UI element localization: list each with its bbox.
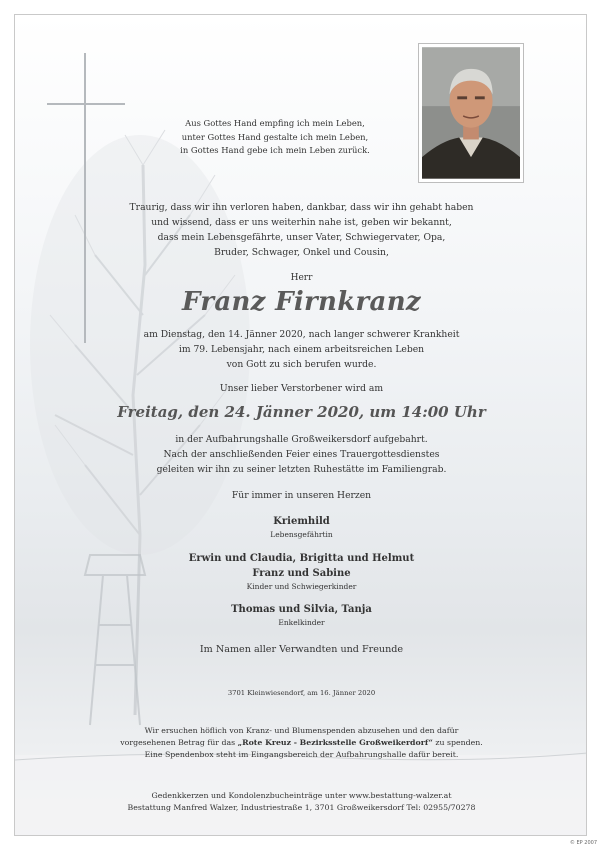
forever-line: Für immer in unseren Herzen [231,490,372,501]
survivor-names: Thomas und Silvia, Tanja [231,604,372,615]
survivor-group [15,602,587,628]
burial-details: in der Aufbahrungshalle Großweikersdorf aufgebahrt. Nach der anschließenden Feier eines Trauergottesdienstes geleiten wir ihn zu seiner letzten Ruhestätte im Familiengrab. [156,434,447,475]
psalm-verse: Aus Gottes Hand empfing ich mein Leben, unter Gottes Hand gestalte ich mein Leben, in Gottes Hand gebe ich mein Leben zurück. [180,118,370,155]
copyright-mark: © EP 2007 [569,840,597,846]
contact-info: Gedenkkerzen und Kondolenzbucheinträge unter www.bestattung-walzer.at Bestattung Manfred Walzer, Industriestraße 1, 3701 Großweikersdorf Tel: 02955/70278 [15,790,587,814]
survivor-names: Kriemhild [273,516,330,527]
announcement: Unser lieber Verstorbener wird am [219,383,384,394]
donation-note: Wir ersuchen höflich von Kranz- und Blumenspenden abzusehen und den dafür vorgesehenen Betrag für das „Rote Kreuz - Bezirksstelle Großweikerdorf“ zu spenden. Eine Spendenbox steht im Eingangsbereich der Aufbahrungshalle dafür bereit. [120,726,483,759]
funeral-date: Freitag, den 24. Jänner 2020, um 14:00 Uhr [117,403,486,421]
death-notice: am Dienstag, den 14. Jänner 2020, nach langer schwerer Krankheit im 79. Lebensjahr, nach einem arbeitsreichen Leben von Gott zu sich berufen wurde. [143,329,460,370]
cross-horizontal-bar [47,103,125,105]
survivor-relation: Enkelkinder [278,618,325,627]
survivor-relation: Kinder und Schwiegerkinder [246,582,357,591]
salutation: Herr [290,273,313,283]
survivor-group [15,551,587,592]
place-date: 3701 Kleinwiesendorf, am 16. Jänner 2020 [227,689,376,697]
intro-text: Traurig, dass wir ihn verloren haben, dankbar, dass wir ihn gehabt haben und wissend, dass er uns weiterhin nahe ist, geben wir bekannt, dass mein Lebensgefährte, unser Vater, Schwiegervater, Opa, Bruder, Schwager, Onkel und Cousin, [129,202,474,258]
obituary-card [14,14,587,836]
survivor-names: Franz und Sabine [252,568,351,579]
condolence-website[interactable]: Gedenkkerzen und Kondolenzbucheinträge unter www.bestattung-walzer.at [151,791,452,800]
survivor-group [15,514,587,540]
deceased-name: Franz Firnkranz [182,287,421,317]
relatives-line: Im Namen aller Verwandten und Freunde [199,644,404,655]
portrait-photo [418,43,524,183]
portrait-image [422,47,520,179]
survivor-relation: Lebensgefährtin [270,530,333,539]
charity-name: „Rote Kreuz - Bezirksstelle Großweikerdorf“ [237,738,433,747]
survivor-names: Erwin und Claudia, Brigitta und Helmut [188,553,415,564]
